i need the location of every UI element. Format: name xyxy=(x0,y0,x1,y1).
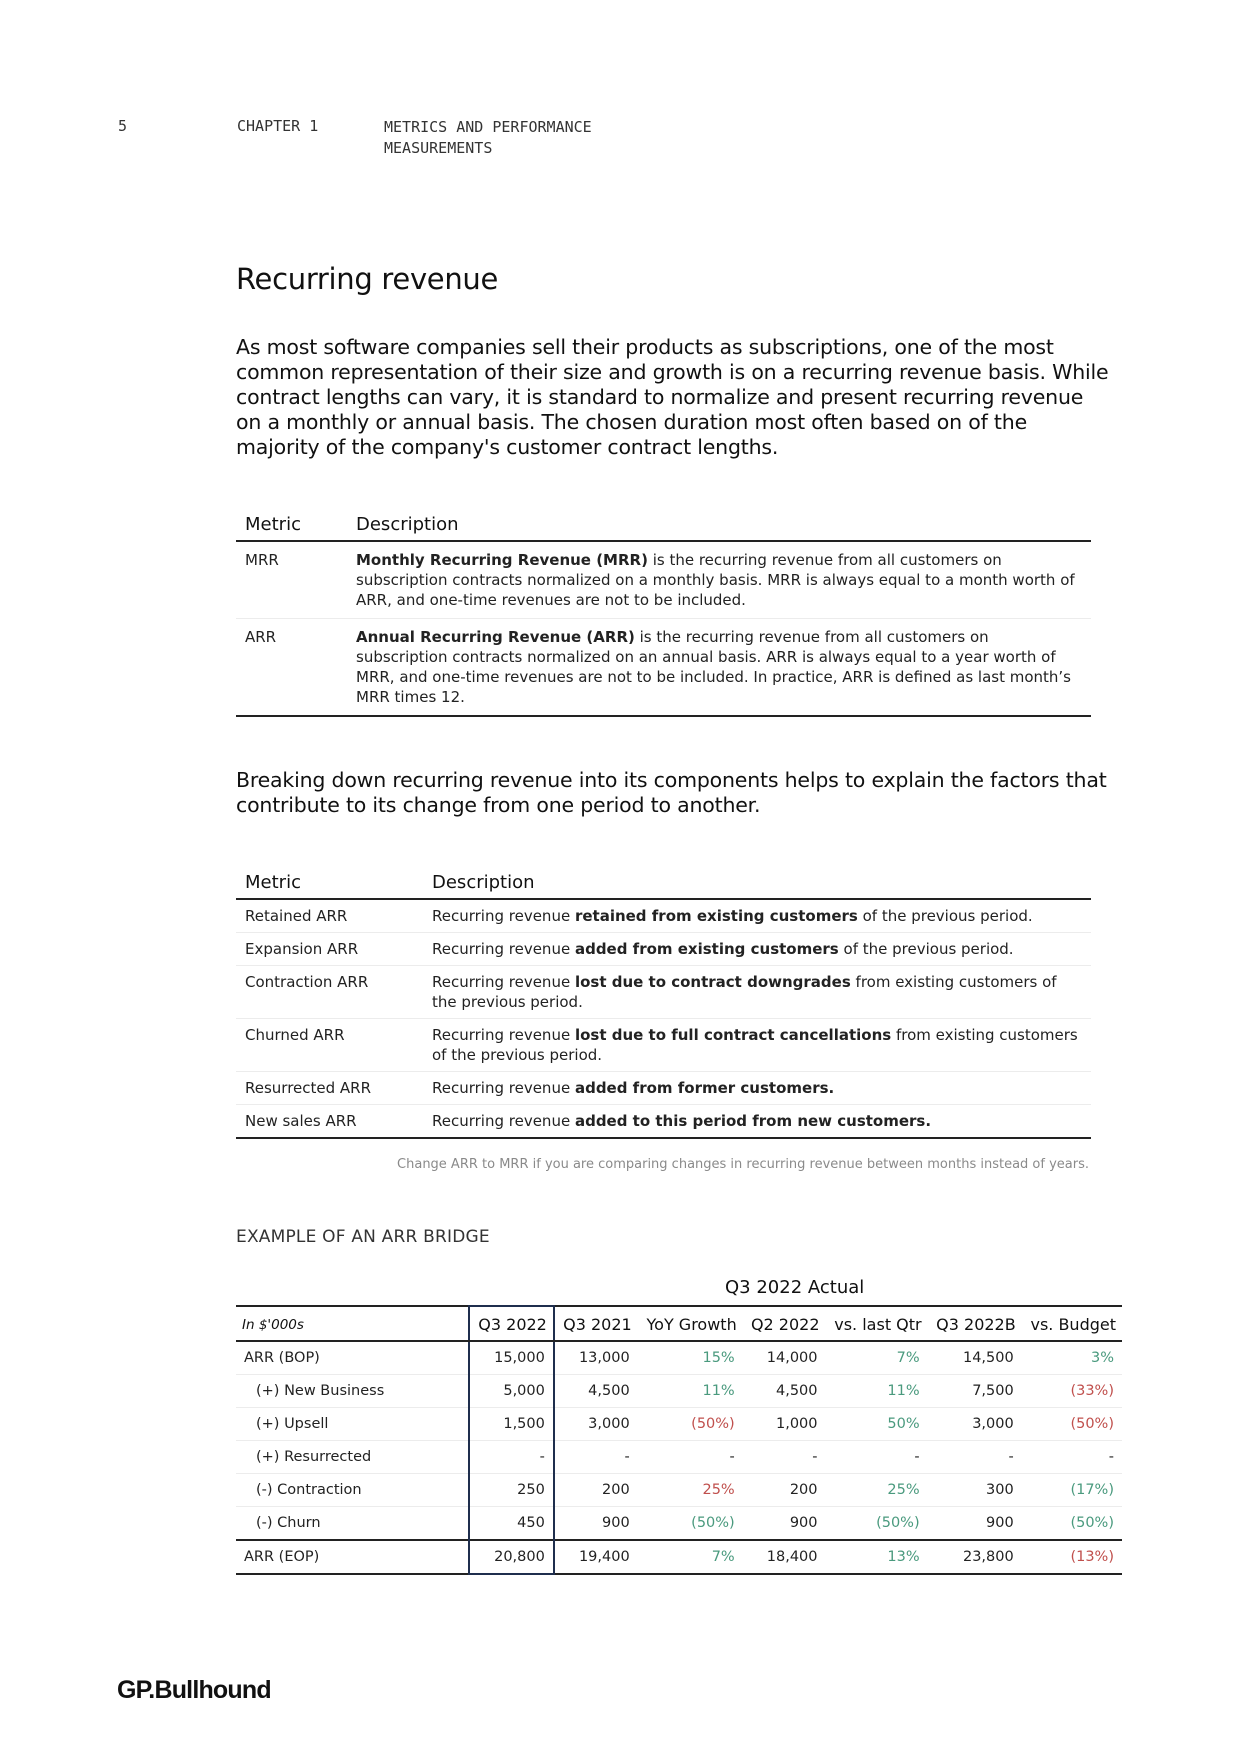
description-suffix: of the previous period. xyxy=(838,940,1014,958)
metric-cell: Expansion ARR xyxy=(236,933,423,966)
column-header-q3-2021: Q3 2021 xyxy=(554,1306,638,1341)
description-prefix: Recurring revenue xyxy=(432,973,575,991)
value-cell: 20,800 xyxy=(469,1540,554,1574)
table-row xyxy=(236,541,1091,619)
value-cell: 19,400 xyxy=(554,1540,638,1574)
table-row-churn xyxy=(236,1507,1122,1541)
intro-paragraph: As most software companies sell their products as subscriptions, one of the most common representation of their size and growth is on a recurring revenue basis. While contract lengths can vary, it is standard to normalize and present recurring revenue on a monthly or annual basis. The chosen duration most often based on of the majority of the company's customer contract lengths. xyxy=(236,335,1109,459)
chapter-label: CHAPTER 1 xyxy=(237,117,319,135)
section-heading: Recurring revenue xyxy=(236,262,499,296)
table-row xyxy=(236,933,1091,966)
table-row xyxy=(236,1105,1091,1139)
pct-cell: - xyxy=(1022,1441,1122,1474)
table-row xyxy=(236,966,1091,1019)
description-suffix: from existing customers of the previous period. xyxy=(432,973,1057,1011)
description-prefix: Recurring revenue xyxy=(432,1112,575,1130)
pct-cell: (50%) xyxy=(638,1408,743,1441)
pct-cell: 15% xyxy=(638,1341,743,1375)
value-cell: - xyxy=(928,1441,1022,1474)
description-prefix: Recurring revenue xyxy=(432,907,575,925)
description-suffix: from existing customers of the previous period. xyxy=(432,1026,1078,1064)
pct-cell: 25% xyxy=(638,1474,743,1507)
logo-text: GP.Bullhound xyxy=(117,1676,271,1704)
value-cell: 7,500 xyxy=(928,1375,1022,1408)
table-row-arr-bop xyxy=(236,1341,1122,1375)
gp-bullhound-logo xyxy=(117,1673,282,1705)
value-cell: 5,000 xyxy=(469,1375,554,1408)
value-cell: 15,000 xyxy=(469,1341,554,1375)
pct-cell: (50%) xyxy=(1022,1507,1122,1541)
metric-cell: MRR xyxy=(236,541,347,619)
column-header-description: Description xyxy=(423,866,1091,899)
pct-cell: - xyxy=(826,1441,928,1474)
row-label: (-) Contraction xyxy=(236,1474,469,1507)
pct-cell: 25% xyxy=(826,1474,928,1507)
value-cell: 4,500 xyxy=(554,1375,638,1408)
value-cell: 3,000 xyxy=(928,1408,1022,1441)
description-cell xyxy=(423,933,1091,966)
example-label: EXAMPLE OF AN ARR BRIDGE xyxy=(236,1227,490,1247)
description-prefix: Recurring revenue xyxy=(432,1026,575,1044)
value-cell: 200 xyxy=(743,1474,826,1507)
description-cell xyxy=(423,1072,1091,1105)
description-cell xyxy=(347,619,1091,717)
metric-cell: Churned ARR xyxy=(236,1019,423,1072)
value-cell: 450 xyxy=(469,1507,554,1541)
metric-cell: Contraction ARR xyxy=(236,966,423,1019)
table-row xyxy=(236,899,1091,933)
table-row-upsell xyxy=(236,1408,1122,1441)
description-bold: lost due to contract downgrades xyxy=(574,973,851,991)
unit-label: In $'000s xyxy=(236,1306,469,1341)
description-bold: retained from existing customers xyxy=(574,907,858,925)
column-header-yoy-growth: YoY Growth xyxy=(638,1306,743,1341)
value-cell: 900 xyxy=(928,1507,1022,1541)
pct-cell: 7% xyxy=(826,1341,928,1375)
description-prefix: Recurring revenue xyxy=(432,940,575,958)
footnote: Change ARR to MRR if you are comparing changes in recurring revenue between months instead of years. xyxy=(397,1157,1089,1172)
description-bold: added from former customers. xyxy=(574,1079,835,1097)
table-row-contraction xyxy=(236,1474,1122,1507)
value-cell: - xyxy=(469,1441,554,1474)
value-cell: 900 xyxy=(743,1507,826,1541)
value-cell: 300 xyxy=(928,1474,1022,1507)
description-bold: lost due to full contract cancellations xyxy=(574,1026,892,1044)
pct-cell: (50%) xyxy=(638,1507,743,1541)
description-cell xyxy=(423,966,1091,1019)
metric-name-bold: Annual Recurring Revenue (ARR) xyxy=(356,628,635,646)
value-cell: 200 xyxy=(554,1474,638,1507)
recurring-revenue-definitions-table xyxy=(236,508,1091,717)
description-cell xyxy=(347,541,1091,619)
pct-cell: - xyxy=(638,1441,743,1474)
value-cell: 14,000 xyxy=(743,1341,826,1375)
arr-bridge-table xyxy=(236,1305,1122,1575)
column-header-metric: Metric xyxy=(236,866,423,899)
pct-cell: 13% xyxy=(826,1540,928,1574)
chapter-title: METRICS AND PERFORMANCE MEASUREMENTS xyxy=(384,118,592,157)
table-row-resurrected xyxy=(236,1441,1122,1474)
description-prefix: Recurring revenue xyxy=(432,1079,575,1097)
description-cell xyxy=(423,1019,1091,1072)
value-cell: 900 xyxy=(554,1507,638,1541)
column-header-vs-last-qtr: vs. last Qtr xyxy=(826,1306,928,1341)
value-cell: 23,800 xyxy=(928,1540,1022,1574)
description-suffix: of the previous period. xyxy=(857,907,1033,925)
column-header-q3-2022b: Q3 2022B xyxy=(928,1306,1022,1341)
breakdown-paragraph: Breaking down recurring revenue into its components helps to explain the factors that contribute to its change from one period to another. xyxy=(236,768,1107,817)
pct-cell: 50% xyxy=(826,1408,928,1441)
pct-cell: 11% xyxy=(638,1375,743,1408)
bridge-group-header: Q3 2022 Actual xyxy=(725,1277,865,1298)
row-label: (+) Upsell xyxy=(236,1408,469,1441)
row-label: ARR (BOP) xyxy=(236,1341,469,1375)
description-cell xyxy=(423,1105,1091,1139)
row-label: ARR (EOP) xyxy=(236,1540,469,1574)
table-row xyxy=(236,1072,1091,1105)
arr-components-table xyxy=(236,866,1091,1139)
metric-cell: ARR xyxy=(236,619,347,717)
table-row-new-business xyxy=(236,1375,1122,1408)
column-header-description: Description xyxy=(347,508,1091,541)
column-header-q2-2022: Q2 2022 xyxy=(743,1306,826,1341)
pct-cell: (50%) xyxy=(826,1507,928,1541)
pct-cell: 11% xyxy=(826,1375,928,1408)
row-label: (-) Churn xyxy=(236,1507,469,1541)
value-cell: 250 xyxy=(469,1474,554,1507)
pct-cell: (17%) xyxy=(1022,1474,1122,1507)
column-header-q3-2022: Q3 2022 xyxy=(469,1306,554,1341)
description-text: is the recurring revenue from all customers on subscription contracts normalized on a monthly basis. MRR is always equal to a month worth of ARR, and one-time revenues are not to be included. xyxy=(356,551,1075,609)
row-label: (+) Resurrected xyxy=(236,1441,469,1474)
metric-name-bold: Monthly Recurring Revenue (MRR) xyxy=(356,551,648,569)
description-bold: added to this period from new customers. xyxy=(574,1112,932,1130)
description-text: is the recurring revenue from all customers on subscription contracts normalized on an annual basis. ARR is always equal to a year worth of MRR, and one-time revenues are not to be included. In practice, ARR is defined as last month’s MRR times 12. xyxy=(356,628,1071,706)
value-cell: - xyxy=(743,1441,826,1474)
table-row-arr-eop xyxy=(236,1540,1122,1574)
value-cell: 1,500 xyxy=(469,1408,554,1441)
metric-cell: Retained ARR xyxy=(236,899,423,933)
column-header-metric: Metric xyxy=(236,508,347,541)
description-cell xyxy=(423,899,1091,933)
pct-cell: (50%) xyxy=(1022,1408,1122,1441)
metric-cell: Resurrected ARR xyxy=(236,1072,423,1105)
value-cell: 14,500 xyxy=(928,1341,1022,1375)
pct-cell: 3% xyxy=(1022,1341,1122,1375)
column-header-vs-budget: vs. Budget xyxy=(1022,1306,1122,1341)
description-bold: added from existing customers xyxy=(574,940,839,958)
value-cell: - xyxy=(554,1441,638,1474)
pct-cell: (33%) xyxy=(1022,1375,1122,1408)
page-number: 5 xyxy=(118,117,128,135)
table-row xyxy=(236,619,1091,717)
row-label: (+) New Business xyxy=(236,1375,469,1408)
value-cell: 18,400 xyxy=(743,1540,826,1574)
metric-cell: New sales ARR xyxy=(236,1105,423,1139)
value-cell: 13,000 xyxy=(554,1341,638,1375)
pct-cell: (13%) xyxy=(1022,1540,1122,1574)
value-cell: 4,500 xyxy=(743,1375,826,1408)
value-cell: 3,000 xyxy=(554,1408,638,1441)
value-cell: 1,000 xyxy=(743,1408,826,1441)
pct-cell: 7% xyxy=(638,1540,743,1574)
table-row xyxy=(236,1019,1091,1072)
